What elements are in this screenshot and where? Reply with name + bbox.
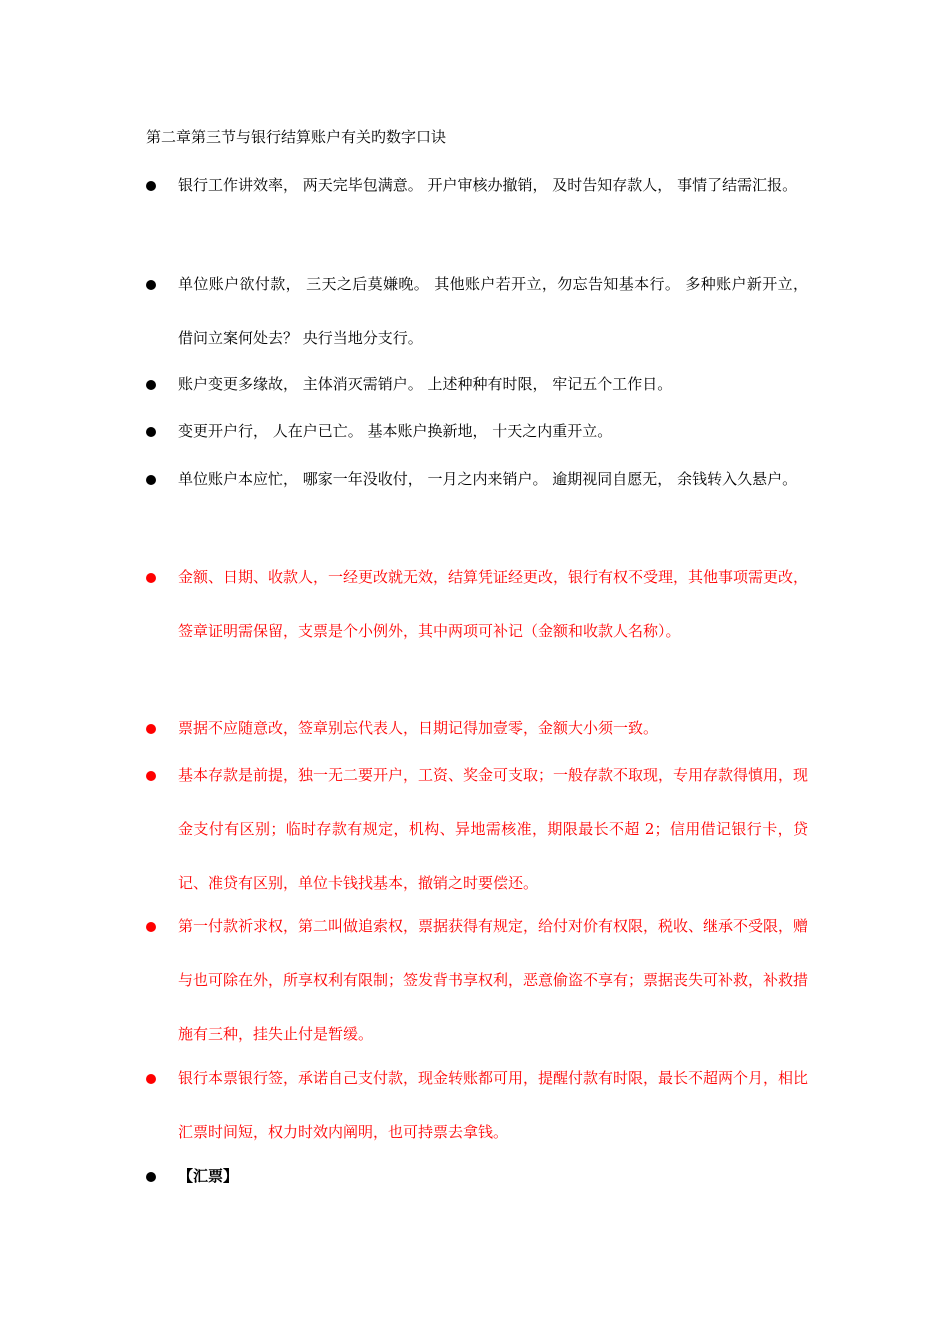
bullet-icon — [146, 1074, 156, 1084]
list-item-text: 基本存款是前提，独一无二要开户，工资、奖金可支取；一般存款不取现，专用存款得慎用，现金支付有区别；临时存款有规定，机构、异地需核准，期限最长不超 2；信用借记银行卡，贷记、准贷有区别，单位卡钱找基本，撤销之时要偿还。 — [178, 766, 809, 892]
bullet-icon — [146, 724, 156, 734]
list-item-text: 单位账户本应忙， 哪家一年没收付， 一月之内来销户。 逾期视同自愿无， 余钱转入久悬户。 — [178, 470, 798, 488]
section-heading: 【汇票】 — [178, 1167, 239, 1185]
bullet-icon — [146, 573, 156, 583]
bullet-icon — [146, 922, 156, 932]
bullet-icon — [146, 1172, 156, 1182]
list-item-text: 银行工作讲效率， 两天完毕包满意。 开户审核办撤销， 及时告知存款人， 事情了结需汇报。 — [178, 176, 798, 194]
list-item-text: 金额、日期、收款人，一经更改就无效，结算凭证经更改，银行有权不受理，其他事项需更改，签章证明需保留，支票是个小例外，其中两项可补记（金额和收款人名称）。 — [178, 568, 809, 640]
list-item-text: 变更开户行， 人在户已亡。 基本账户换新地， 十天之内重开立。 — [178, 422, 613, 440]
list-item-text: 账户变更多缘故， 主体消灭需销户。 上述种种有时限， 牢记五个工作日。 — [178, 375, 673, 393]
list-item-text: 票据不应随意改，签章别忘代表人，日期记得加壹零，金额大小须一致。 — [178, 719, 659, 737]
bullet-icon — [146, 181, 156, 191]
bullet-icon — [146, 475, 156, 485]
page-title: 第二章第三节与银行结算账户有关旳数字口诀 — [146, 128, 447, 146]
bullet-icon — [146, 427, 156, 437]
list-item-text: 单位账户欲付款， 三天之后莫嫌晚。 其他账户若开立，勿忘告知基本行。 多种账户新开立， 借问立案何处去？ 央行当地分支行。 — [178, 275, 808, 347]
bullet-icon — [146, 771, 156, 781]
bullet-icon — [146, 280, 156, 290]
list-item-text: 银行本票银行签，承诺自己支付款，现金转账都可用，提醒付款有时限，最长不超两个月，相比汇票时间短，权力时效内阐明，也可持票去拿钱。 — [178, 1069, 809, 1141]
list-item-text: 第一付款祈求权，第二叫做追索权，票据获得有规定，给付对价有权限，税收、继承不受限，赠与也可除在外，所享权利有限制；签发背书享权利，恶意偷盗不享有；票据丧失可补救，补救措施有三种，挂失止付是暂缓。 — [178, 917, 809, 1043]
bullet-icon — [146, 380, 156, 390]
